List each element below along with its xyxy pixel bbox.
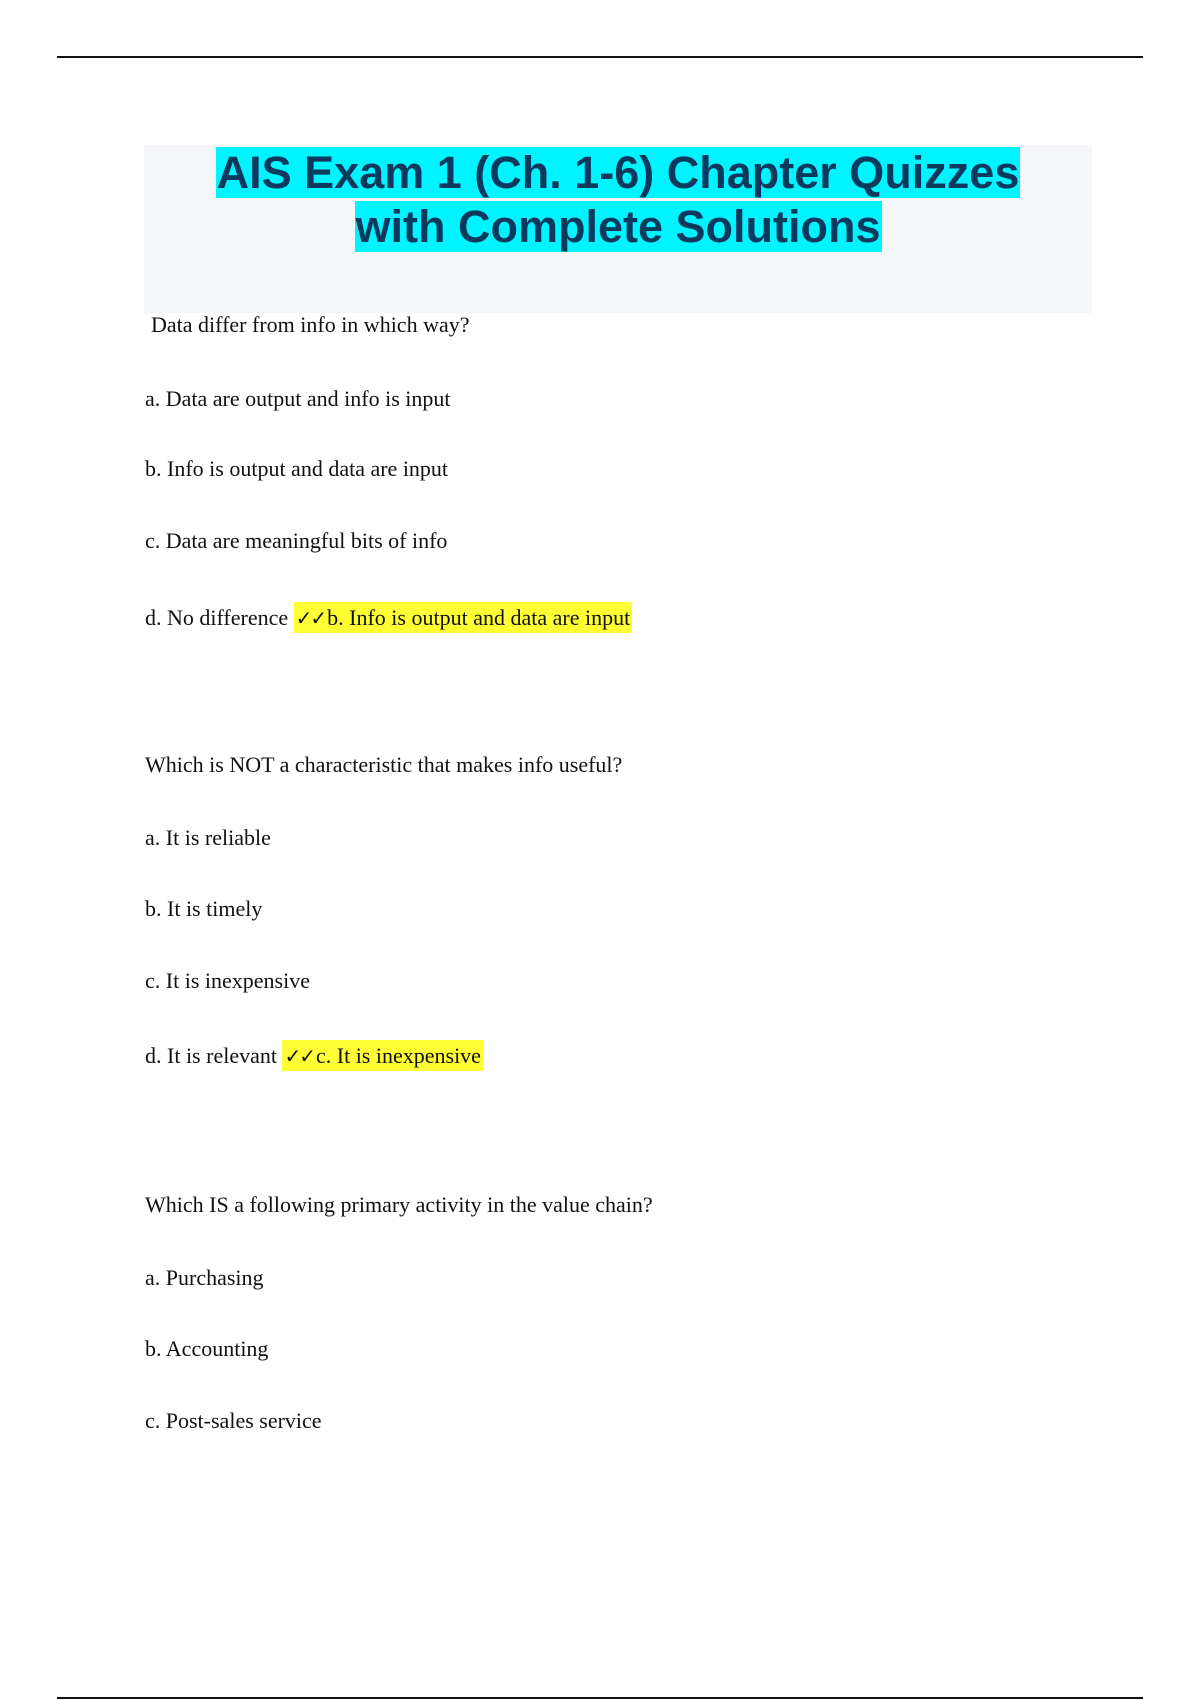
question-1-option-a: a. Data are output and info is input	[145, 386, 451, 411]
question-1-option-b: b. Info is output and data are input	[145, 456, 449, 481]
question-2-option-d-row	[145, 1042, 483, 1070]
question-3-prompt: Which IS a following primary activity in the value chain?	[145, 1192, 653, 1217]
title-block	[144, 145, 1092, 313]
check-mark-icon: ✓✓	[284, 1044, 314, 1068]
question-3-option-c: c. Post-sales service	[145, 1408, 322, 1433]
page-title-line-2: with Complete Solutions	[355, 201, 881, 252]
question-2-option-c: c. It is inexpensive	[145, 968, 310, 993]
question-3-option-a: a. Purchasing	[145, 1265, 264, 1290]
question-2-prompt: Which is NOT a characteristic that makes info useful?	[145, 752, 623, 777]
question-2-option-b: b. It is timely	[145, 896, 263, 921]
question-1-option-d-row	[145, 604, 632, 632]
bottom-rule	[57, 1697, 1143, 1699]
page-title-line-1: AIS Exam 1 (Ch. 1-6) Chapter Quizzes	[216, 147, 1020, 198]
top-rule	[57, 56, 1143, 58]
question-3-option-b: b. Accounting	[145, 1336, 269, 1361]
question-1-option-d: d. No difference	[145, 605, 289, 630]
question-1-answer-highlight	[294, 602, 633, 633]
question-2-option-d: d. It is relevant	[145, 1043, 277, 1068]
question-2-answer: c. It is inexpensive	[315, 1043, 481, 1068]
question-1-answer: b. Info is output and data are input	[327, 605, 631, 630]
question-2-option-a: a. It is reliable	[145, 825, 271, 850]
question-1-option-c: c. Data are meaningful bits of info	[145, 528, 448, 553]
question-2-answer-highlight	[282, 1040, 482, 1071]
check-mark-icon: ✓✓	[295, 606, 326, 630]
question-1-prompt: Data differ from info in which way?	[151, 312, 470, 337]
